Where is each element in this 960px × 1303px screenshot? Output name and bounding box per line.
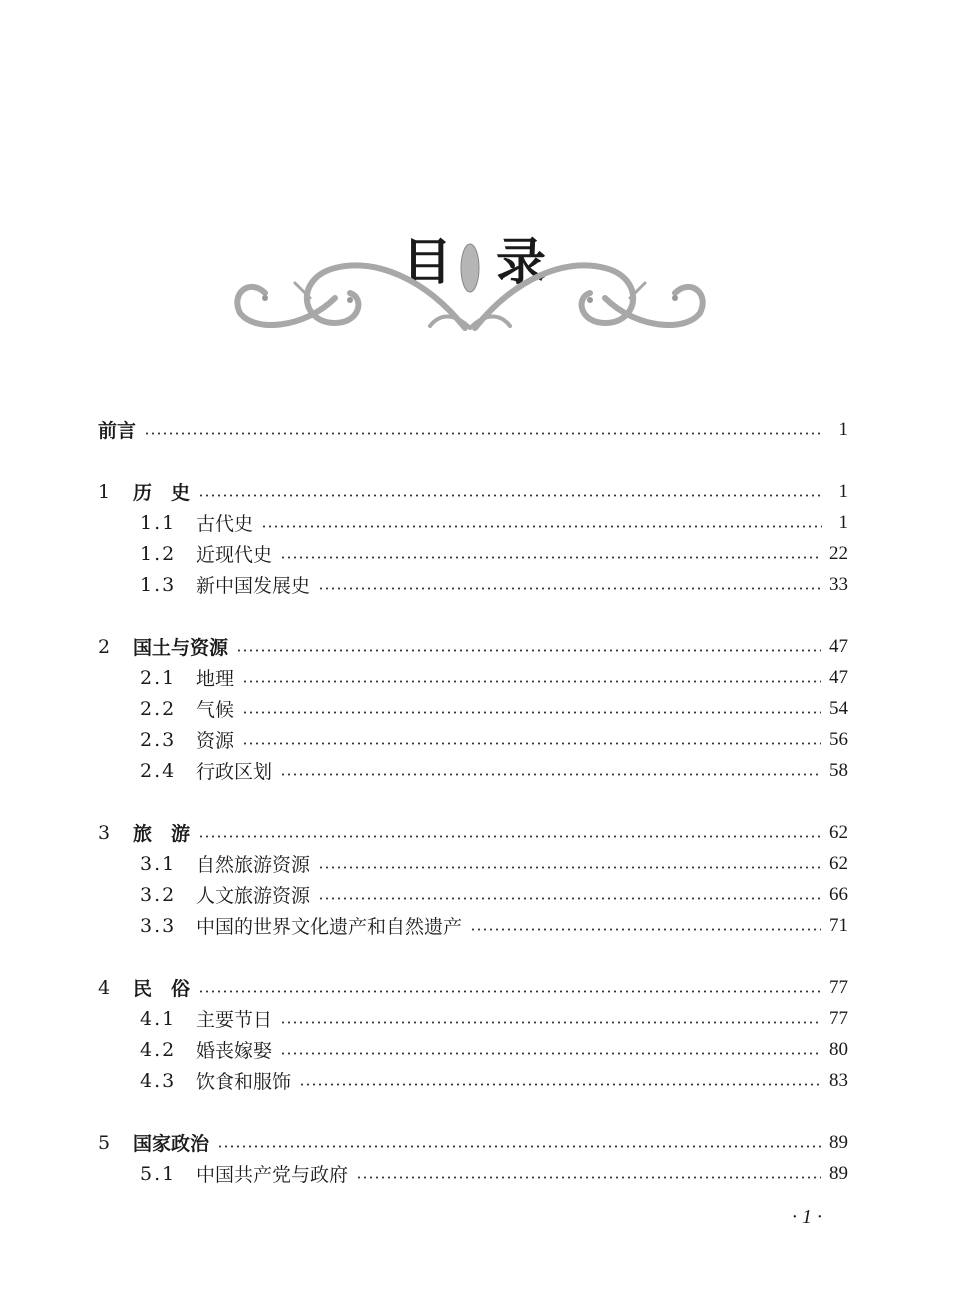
entry-page: 89	[829, 1131, 848, 1153]
dot-leader	[280, 1052, 821, 1055]
toc-entry-section[interactable]	[98, 848, 848, 879]
dot-leader	[261, 525, 822, 528]
entry-number: 2	[98, 635, 111, 658]
chapter-group	[98, 631, 848, 786]
dot-leader	[144, 432, 822, 435]
entry-label: 历 史	[133, 482, 191, 504]
entry-number: 5.1	[140, 1162, 177, 1185]
entry-page: 77	[829, 976, 848, 998]
entry-label: 人文旅游资源	[196, 885, 311, 907]
entry-number: 3.2	[140, 883, 177, 906]
entry-page: 77	[829, 1007, 848, 1029]
scroll-ornament	[225, 238, 715, 338]
dot-leader	[470, 928, 821, 931]
entry-label: 旅 游	[133, 823, 191, 845]
toc-entry-section[interactable]	[98, 755, 848, 786]
entry-label: 前言	[98, 420, 137, 442]
entry-number: 4.3	[140, 1069, 177, 1092]
entry-page: 1	[838, 511, 848, 533]
toc-entry-chapter[interactable]	[98, 631, 848, 662]
entry-number: 2.4	[140, 759, 177, 782]
entry-label: 国家政治	[133, 1133, 210, 1155]
entry-page: 54	[829, 697, 848, 719]
entry-number: 2.2	[140, 697, 177, 720]
toc-entry-chapter[interactable]	[98, 476, 848, 507]
entry-label: 饮食和服饰	[196, 1071, 292, 1093]
entry-label: 行政区划	[196, 761, 273, 783]
entry-page: 71	[829, 914, 848, 936]
dot-leader	[217, 1145, 821, 1148]
toc-entry-section[interactable]	[98, 662, 848, 693]
entry-label: 古代史	[196, 513, 254, 535]
entry-label: 自然旅游资源	[196, 854, 311, 876]
entry-page: 1	[838, 480, 848, 502]
title-char-2: 录	[496, 232, 546, 291]
toc-entry-chapter[interactable]	[98, 1127, 848, 1158]
entry-label: 地理	[196, 668, 235, 690]
entry-label: 气候	[196, 699, 235, 721]
entry-page: 47	[829, 635, 848, 657]
chapter-group	[98, 476, 848, 600]
page-folio: · 1 ·	[792, 1206, 822, 1228]
entry-number: 1.3	[140, 573, 177, 596]
toc-entry-chapter[interactable]	[98, 817, 848, 848]
entry-page: 62	[829, 852, 848, 874]
entry-page: 1	[838, 418, 848, 440]
entry-number: 2.3	[140, 728, 177, 751]
dot-leader	[242, 742, 821, 745]
entry-page: 66	[829, 883, 848, 905]
entry-number: 4	[98, 976, 111, 999]
entry-page: 83	[829, 1069, 848, 1091]
entry-label: 婚丧嫁娶	[196, 1040, 273, 1062]
entry-label: 中国的世界文化遗产和自然遗产	[196, 916, 463, 938]
entry-number: 1.1	[140, 511, 177, 534]
toc-entry-preface[interactable]	[98, 414, 848, 445]
toc-entry-section[interactable]	[98, 1034, 848, 1065]
dot-leader	[356, 1176, 821, 1179]
entry-number: 5	[98, 1131, 111, 1154]
toc-entry-section[interactable]	[98, 879, 848, 910]
entry-page: 89	[829, 1162, 848, 1184]
toc-entry-section[interactable]	[98, 1158, 848, 1189]
entry-number: 4.2	[140, 1038, 177, 1061]
entry-label: 新中国发展史	[196, 575, 311, 597]
entry-page: 58	[829, 759, 848, 781]
toc-entry-section[interactable]	[98, 507, 848, 538]
dot-leader	[318, 866, 821, 869]
entry-label: 资源	[196, 730, 235, 752]
entry-number: 1	[98, 480, 111, 503]
dot-leader	[318, 897, 821, 900]
dot-leader	[299, 1083, 821, 1086]
entry-page: 33	[829, 573, 848, 595]
dot-leader	[242, 711, 821, 714]
toc-entry-chapter[interactable]	[98, 972, 848, 1003]
dot-leader	[280, 773, 821, 776]
dot-leader	[198, 990, 821, 993]
entry-label: 主要节日	[196, 1009, 273, 1031]
entry-label: 民 俗	[133, 978, 191, 1000]
entry-label: 近现代史	[196, 544, 273, 566]
toc-entry-section[interactable]	[98, 1003, 848, 1034]
entry-page: 47	[829, 666, 848, 688]
toc-entry-section[interactable]	[98, 910, 848, 941]
dot-leader	[318, 587, 821, 590]
toc-entry-section[interactable]	[98, 724, 848, 755]
table-of-contents	[98, 414, 848, 1220]
entry-number: 1.2	[140, 542, 177, 565]
toc-entry-section[interactable]	[98, 538, 848, 569]
toc-entry-section[interactable]	[98, 693, 848, 724]
dot-leader	[198, 494, 822, 497]
dot-leader	[236, 649, 821, 652]
entry-number: 3.3	[140, 914, 177, 937]
toc-entry-section[interactable]	[98, 1065, 848, 1096]
entry-number: 2.1	[140, 666, 177, 689]
dot-leader	[242, 680, 821, 683]
title-char-1: 目	[402, 232, 452, 291]
chapter-group	[98, 1127, 848, 1189]
entry-number: 3.1	[140, 852, 177, 875]
dot-leader	[280, 556, 821, 559]
entry-label: 国土与资源	[133, 637, 229, 659]
toc-entry-section[interactable]	[98, 569, 848, 600]
chapter-group	[98, 972, 848, 1096]
entry-number: 3	[98, 821, 111, 844]
entry-page: 22	[829, 542, 848, 564]
entry-page: 80	[829, 1038, 848, 1060]
entry-page: 62	[829, 821, 848, 843]
entry-page: 56	[829, 728, 848, 750]
entry-label: 中国共产党与政府	[196, 1164, 349, 1186]
chapter-group	[98, 817, 848, 941]
dot-leader	[198, 835, 821, 838]
entry-number: 4.1	[140, 1007, 177, 1030]
dot-leader	[280, 1021, 821, 1024]
